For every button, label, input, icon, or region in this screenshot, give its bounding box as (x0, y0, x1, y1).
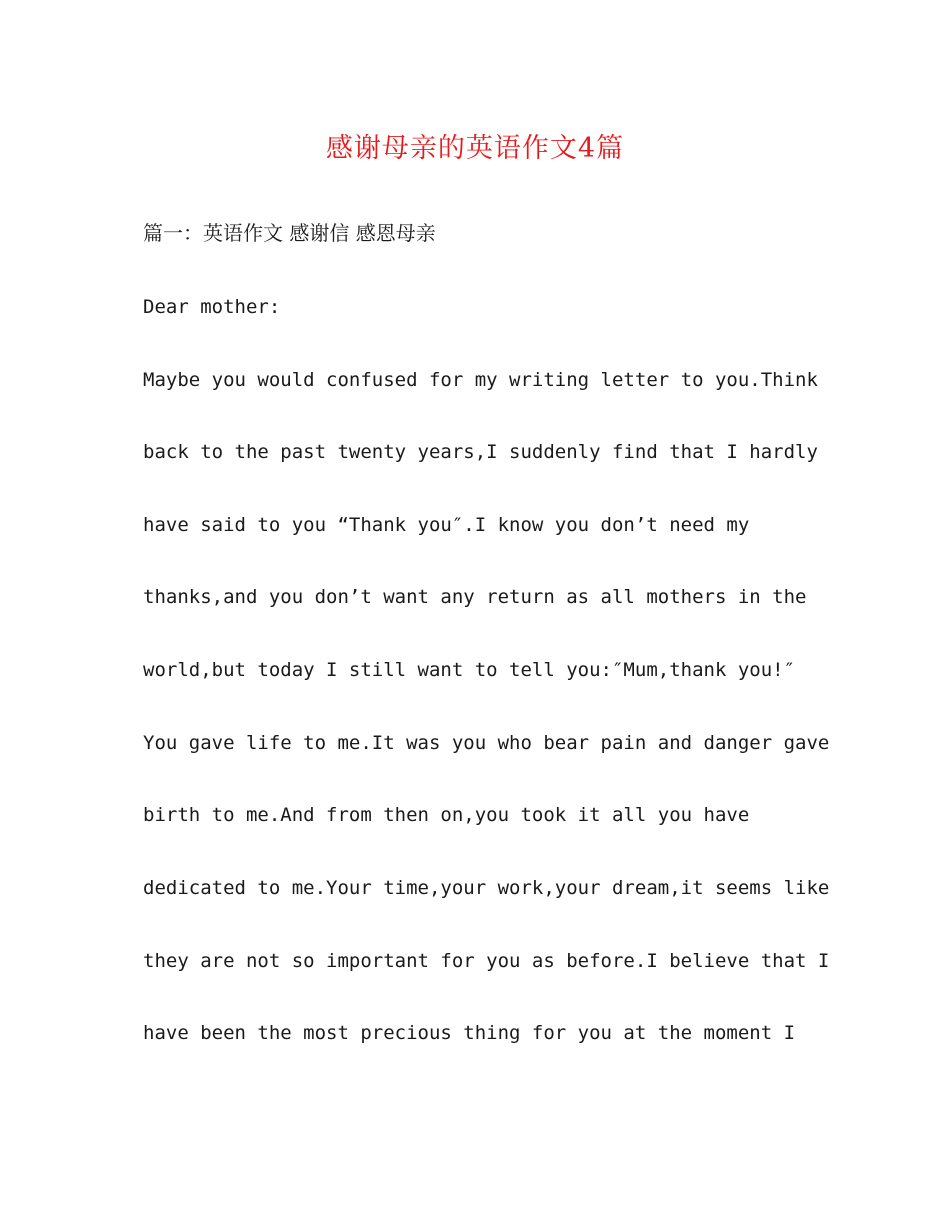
body-line: have said to you “Thank you″.I know you don’t need my (143, 514, 750, 536)
body-line: dedicated to me.Your time,your work,your dream,it seems like (143, 877, 830, 899)
document-title: 感谢母亲的英语作文4篇 (325, 133, 625, 164)
body-line: You gave life to me.It was you who bear pain and danger gave (143, 732, 830, 754)
body-line: they are not so important for you as before.I believe that I (143, 950, 830, 972)
body-line: thanks,and you don’t want any return as all mothers in the (143, 586, 807, 608)
salutation-line: Dear mother: (143, 296, 281, 318)
body-line: Maybe you would confused for my writing letter to you.Think (143, 369, 818, 391)
section-heading: 篇一：英语作文 感谢信 感恩母亲 (143, 221, 436, 245)
body-line: world,but today I still want to tell you:″Mum,thank you!″ (143, 659, 796, 681)
body-line: birth to me.And from then on,you took it all you have (143, 804, 750, 826)
body-line: back to the past twenty years,I suddenly find that I hardly (143, 441, 818, 463)
body-line: have been the most precious thing for you at the moment I (143, 1022, 796, 1044)
